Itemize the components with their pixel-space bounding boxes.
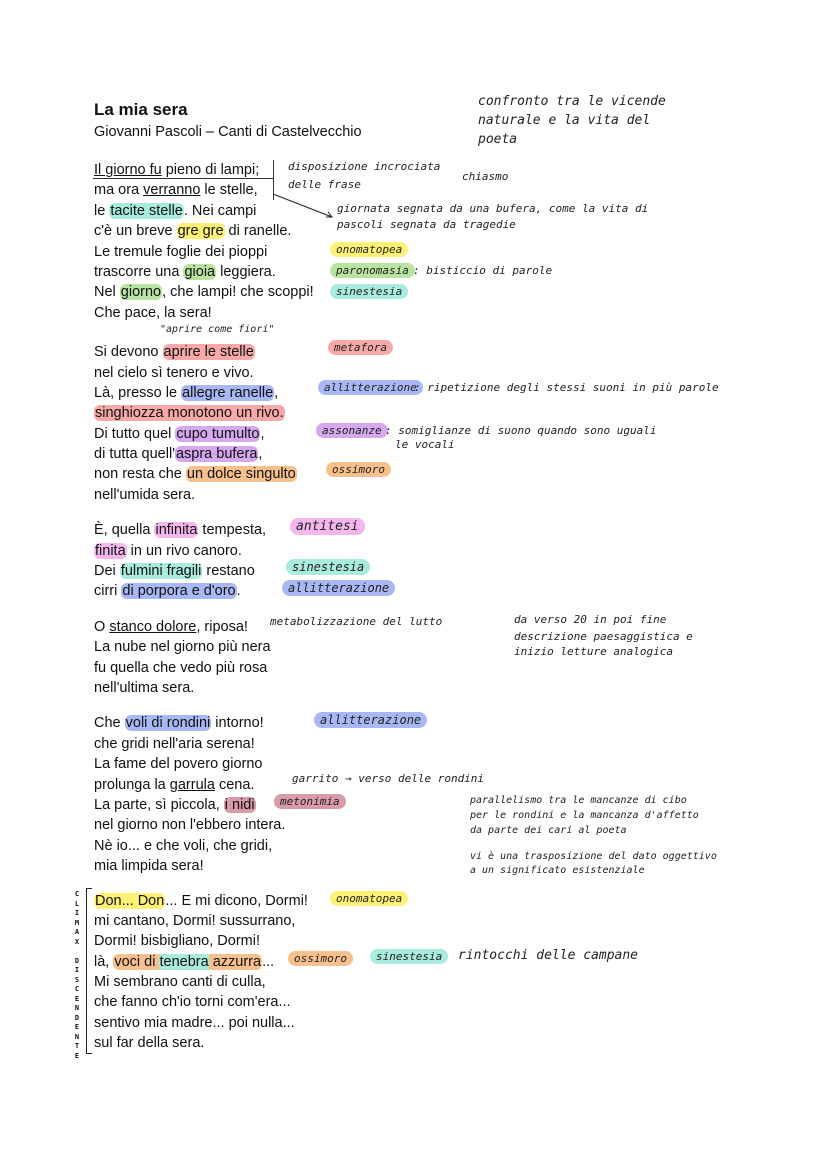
highlight-purple: aspra bufera	[175, 446, 258, 463]
highlight-mauve: i nidi	[224, 796, 255, 813]
verse-line	[94, 403, 314, 423]
underlined-text: Il giorno fu	[94, 162, 162, 178]
tag-onomatopea: onomatopea	[330, 891, 408, 906]
note-parallelismo-1: parallelismo tra le mancanze di cibo	[470, 795, 687, 806]
verse-line: La fame del povero giorno	[94, 756, 263, 773]
arrow-icon	[272, 193, 334, 221]
tag-allitterazione: allitterazione	[314, 712, 427, 728]
verse-line: trascorre una gioia leggiera.	[94, 263, 276, 280]
highlight-green: giorno	[120, 284, 162, 301]
highlight-green: gioia	[184, 263, 216, 280]
highlight-teal: tenebra	[159, 953, 209, 970]
note-garrito: garrito → verso delle rondini	[292, 772, 485, 785]
underlined-text: garrula	[169, 776, 215, 793]
verse-line: sentivo mia madre... poi nulla...	[94, 1014, 295, 1031]
tag-allitterazione: allitterazione	[318, 380, 423, 395]
verse-line: Là, presso le allegre ranelle,	[94, 384, 279, 401]
verse-line: Le tremule foglie dei pioppi	[94, 243, 268, 260]
verse-line: La nube nel giorno più nera	[94, 639, 271, 656]
note-parallelismo-2: per le rondini e la mancanza d'affetto	[470, 810, 699, 821]
highlight-teal: fulmini fragili	[120, 563, 202, 580]
note-parallelismo-3: da parte dei cari al poeta	[470, 825, 627, 836]
highlight-blue: di porpora e d'oro	[122, 583, 236, 600]
tag-allitterazione: allitterazione	[282, 580, 395, 596]
note-paronomasia-def: : bisticcio di parole	[413, 264, 553, 277]
verse-line: le tacite stelle. Nei campi	[94, 202, 257, 219]
note-aprire: "aprire come fiori"	[160, 324, 275, 335]
underlined-text: verranno	[143, 182, 201, 199]
verse-line: La parte, sì piccola, i nidi	[94, 796, 255, 813]
highlight-purple: cupo tumulto	[176, 425, 260, 442]
verse-line: nell'umida sera.	[94, 486, 196, 503]
note-disposizione-1: disposizione incrociata	[288, 160, 441, 173]
poem-body	[94, 160, 314, 1054]
underlined-text: stanco dolore	[109, 618, 197, 635]
tag-sinestesia: sinestesia	[330, 284, 408, 299]
note-trasposizione-1: vi è una trasposizione del dato oggettivo	[470, 851, 717, 862]
note-allitterazione-def: : ripetizione degli stessi suoni in più parole	[414, 381, 719, 394]
note-confronto-2: naturale e la vita del	[478, 113, 651, 128]
highlight-red: singhiozza monotono un rivo.	[95, 405, 284, 422]
note-assonanza-def-1: : somiglianze di suono quando sono uguali	[385, 424, 657, 437]
verse-line: Che pace, la sera!	[94, 304, 212, 321]
verse-line: È, quella infinita tempesta,	[94, 522, 267, 539]
verse-line: Che voli di rondini intorno!	[94, 715, 264, 732]
verse-line: Nè io... e che voli, che gridi,	[94, 837, 273, 854]
verse-line: Di tutto quel cupo tumulto,	[94, 425, 265, 442]
tag-sinestesia: sinestesia	[286, 559, 370, 575]
climax-bracket	[86, 888, 92, 1054]
tag-onomatopea: onomatopea	[330, 242, 408, 257]
note-chiasmo: chiasmo	[462, 170, 509, 183]
highlight-red: aprire le stelle	[163, 344, 254, 361]
tag-metonimia: metonimia	[274, 794, 346, 809]
tag-sinestesia: sinestesia	[370, 949, 448, 964]
highlight-teal: tacite stelle	[110, 202, 183, 219]
verse-line: Mi sembrano canti di culla,	[94, 974, 266, 991]
note-giornata-2: pascoli segnata da tragedie	[337, 218, 516, 231]
verse-line: di tutta quell'aspra bufera,	[94, 446, 263, 463]
note-confronto-1: confronto tra le vicende	[478, 94, 666, 109]
tag-antitesi: antitesi	[290, 518, 365, 535]
highlight-yellow: gre gre	[177, 223, 224, 240]
verse-line: finita in un rivo canoro.	[95, 542, 242, 559]
verse-line: Si devono aprire le stelle	[94, 344, 254, 361]
verse-line: cirri di porpora e d'oro.	[94, 583, 241, 600]
tag-paronomasia: paronomasia	[330, 263, 415, 278]
poem-author-subtitle: Giovanni Pascoli – Canti di Castelvecchio	[94, 124, 362, 140]
note-giornata-1: giornata segnata da una bufera, come la vita di	[337, 202, 649, 215]
verse-line: Dei fulmini fragili restano	[94, 563, 255, 580]
verse-line: Dormi! bisbigliano, Dormi!	[94, 933, 260, 950]
verse-line: che gridi nell'aria serena!	[94, 735, 255, 752]
verse-line: Il giorno fu pieno di lampi;	[94, 162, 260, 178]
verse-line: nel giorno non l'ebbero intera.	[94, 817, 286, 834]
note-assonanza-def-2: le vocali	[395, 438, 455, 451]
note-verso20-1: da verso 20 in poi fine	[514, 613, 667, 626]
note-trasposizione-2: a un significato esistenziale	[470, 865, 645, 876]
poem-title: La mia sera	[94, 100, 188, 119]
climax-discendente-label: C L I M A X D I S C E N D E N T E	[74, 890, 80, 1060]
verse-line: che fanno ch'io torni com'era...	[94, 994, 291, 1011]
verse-line: non resta che un dolce singulto	[94, 466, 296, 483]
note-rintocchi: rintocchi delle campane	[458, 948, 639, 963]
highlight-orange: voci di tenebra azzurra	[114, 953, 262, 970]
highlight-blue: allegre ranelle	[182, 384, 274, 401]
verse-line: c'è un breve gre gre di ranelle.	[94, 223, 292, 240]
tag-assonanza: assonanze	[316, 423, 388, 438]
tag-ossimoro: ossimoro	[326, 462, 391, 477]
verse-line: là, voci di tenebra azzurra...	[94, 953, 275, 970]
highlight-orange: un dolce singulto	[186, 466, 296, 483]
highlight-pink: infinita	[155, 522, 198, 539]
verse-line: Don... Don... E mi dicono, Dormi!	[95, 892, 308, 909]
highlight-pink: finita	[95, 542, 126, 559]
verse-line: sul far della sera.	[94, 1035, 205, 1052]
verse-line: mi cantano, Dormi! sussurrano,	[94, 912, 296, 929]
verse-line: O stanco dolore, riposa!	[94, 618, 248, 635]
verse-line: nell'ultima sera.	[94, 679, 195, 696]
highlight-yellow: Don... Don	[95, 892, 165, 909]
verse-line: nel cielo sì tenero e vivo.	[94, 364, 254, 381]
tag-ossimoro: ossimoro	[288, 951, 353, 966]
underline-mark	[93, 178, 273, 179]
note-metabolizzazione: metabolizzazione del lutto	[270, 615, 443, 628]
verse-line: fu quella che vedo più rosa	[94, 659, 268, 676]
note-verso20-3: inizio letture analogica	[514, 645, 673, 658]
note-verso20-2: descrizione paesaggistica e	[514, 630, 693, 643]
verse-line: prolunga la garrula cena.	[94, 776, 255, 793]
note-disposizione-2: delle frase	[288, 178, 361, 191]
highlight-blue: voli di rondini	[125, 715, 211, 732]
verse-line: Nel giorno, che lampi! che scoppi!	[94, 284, 314, 301]
note-confronto-3: poeta	[478, 132, 518, 147]
verse-line: ma ora verranno le stelle,	[94, 182, 258, 199]
verse-line: mia limpida sera!	[94, 858, 204, 875]
tag-metafora: metafora	[328, 340, 393, 355]
